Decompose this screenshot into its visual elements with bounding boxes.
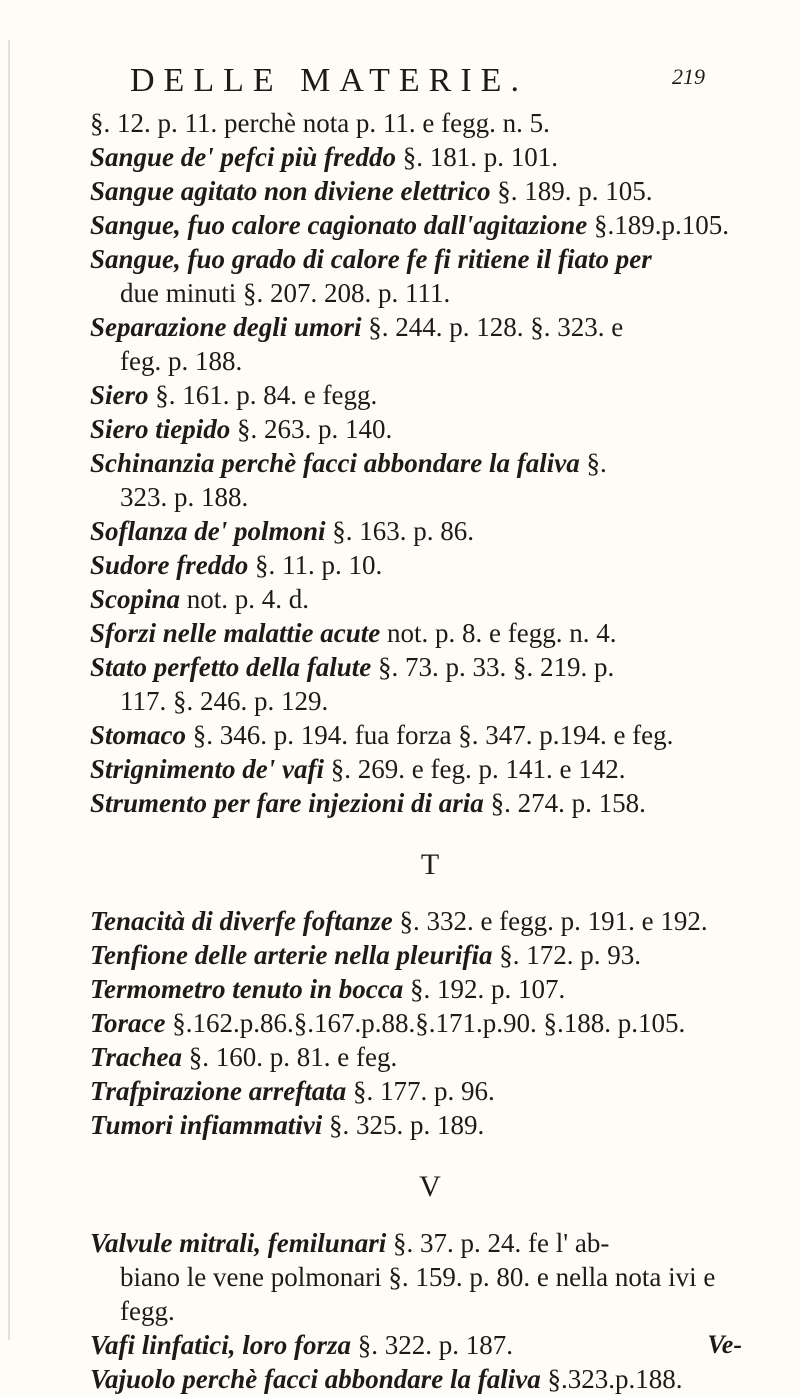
- entry-reference: §. 274. p. 158.: [483, 788, 646, 818]
- section-letter-t: T: [420, 848, 440, 881]
- entry-reference: §. 12. p. 11. perchè nota p. 11. e fegg. n. 5.: [90, 108, 550, 138]
- entry-reference: §. 346. p. 194. fua forza §. 347. p.194. e feg.: [186, 720, 674, 750]
- entry-reference: §. 73. p. 33. §. 219. p.: [371, 652, 615, 682]
- index-entry: [90, 650, 770, 718]
- entry-heading: Stato perfetto della falute: [90, 652, 372, 682]
- entry-heading: Sangue, fuo grado di calore fe fi ritiene il fiato per: [90, 244, 652, 274]
- entry-reference: §. 192. p. 107.: [403, 974, 566, 1004]
- index-entry: [90, 208, 770, 242]
- entry-reference: §. 161. p. 84. e fegg.: [148, 380, 378, 410]
- entry-reference: §. 332. e fegg. p. 191. e 192.: [392, 906, 708, 936]
- entry-heading: Sudore freddo: [90, 550, 249, 580]
- entry-reference: §.: [579, 448, 607, 478]
- entry-reference: §.189.p.105.: [587, 210, 730, 240]
- entry-heading: Trachea: [90, 1042, 182, 1072]
- page-number: 219: [672, 64, 705, 89]
- entry-heading: Siero: [90, 380, 149, 410]
- index-entry: [90, 378, 770, 412]
- entry-heading: Termometro tenuto in bocca: [90, 974, 404, 1004]
- index-entry: [90, 106, 770, 140]
- index-entry: [90, 938, 770, 972]
- entry-reference: §. 160. p. 81. e feg.: [181, 1042, 398, 1072]
- entry-heading: Strignimento de' vafi: [90, 754, 325, 784]
- index-entry: [90, 174, 770, 208]
- entry-reference: §. 37. p. 24. fe l' ab-: [386, 1228, 610, 1258]
- page-edge-shadow: [8, 40, 10, 1340]
- entries-group-t: [90, 904, 770, 1142]
- entry-reference: §. 172. p. 93.: [492, 940, 641, 970]
- entry-heading: Tenfione delle arterie nella pleurifia: [90, 940, 493, 970]
- entry-continuation: 323. p. 188.: [120, 482, 249, 512]
- index-entry: [90, 582, 770, 616]
- entry-heading: Sangue, fuo calore cagionato dall'agitazione: [90, 210, 588, 240]
- index-entry: [90, 140, 770, 174]
- index-entry: [90, 718, 770, 752]
- entry-reference: §. 177. p. 96.: [346, 1076, 495, 1106]
- entry-reference: §. 322. p. 187.: [351, 1330, 514, 1360]
- entry-heading: Scopina: [90, 584, 181, 614]
- index-entry: [90, 1074, 770, 1108]
- entry-reference: §.162.p.86.§.167.p.88.§.171.p.90. §.188. p.105.: [165, 1008, 686, 1038]
- header-title: DELLE MATERIE.: [130, 62, 528, 99]
- entry-heading: Siero tiepido: [90, 414, 231, 444]
- index-entry: [90, 446, 770, 514]
- entries-group-s: [90, 106, 770, 820]
- running-header: [130, 62, 705, 100]
- entry-heading: Strumento per fare injezioni di aria: [90, 788, 484, 818]
- index-entry: [90, 1108, 770, 1142]
- index-entry: [90, 412, 770, 446]
- index-entry: [90, 1328, 770, 1362]
- entry-reference: §. 11. p. 10.: [248, 550, 383, 580]
- entry-heading: Sangue de' pefci più freddo: [90, 142, 396, 172]
- index-entry: [90, 752, 770, 786]
- entry-continuation: 117. §. 246. p. 129.: [120, 686, 329, 716]
- index-entry: [90, 616, 770, 650]
- index-entry: [90, 1040, 770, 1074]
- entry-reference: §.323.p.188.: [540, 1364, 683, 1394]
- index-entry: [90, 242, 770, 310]
- index-entry: [90, 1226, 770, 1328]
- entry-heading: Separazione degli umori: [90, 312, 362, 342]
- entry-heading: Stomaco: [90, 720, 187, 750]
- index-entry: [90, 786, 770, 820]
- catchword: Ve-: [707, 1330, 742, 1359]
- index-entry: [90, 904, 770, 938]
- entry-continuation: due minuti §. 207. 208. p. 111.: [120, 278, 451, 308]
- entry-reference: §. 263. p. 140.: [230, 414, 393, 444]
- index-entry: [90, 548, 770, 582]
- entry-reference: §. 189. p. 105.: [490, 176, 653, 206]
- entry-reference: §. 269. e feg. p. 141. e 142.: [324, 754, 626, 784]
- index-entries: [90, 106, 770, 1396]
- entry-reference: §. 163. p. 86.: [325, 516, 475, 546]
- entry-heading: Tumori infiammativi: [90, 1110, 323, 1140]
- entry-continuation: feg. p. 188.: [120, 346, 243, 376]
- index-entry: [90, 1006, 770, 1040]
- entries-group-v: [90, 1226, 770, 1396]
- index-entry: [90, 310, 770, 378]
- entry-heading: Soflanza de' polmoni: [90, 516, 326, 546]
- entry-reference: not. p. 8. e fegg. n. 4.: [380, 618, 617, 648]
- entry-heading: Sangue agitato non diviene elettrico: [90, 176, 491, 206]
- index-entry: [90, 1362, 770, 1396]
- entry-reference: §. 325. p. 189.: [322, 1110, 485, 1140]
- entry-reference: §. 181. p. 101.: [395, 142, 558, 172]
- entry-heading: Valvule mitrali, femilunari: [90, 1228, 387, 1258]
- entry-heading: Vajuolo perchè facci abbondare la faliva: [90, 1364, 541, 1394]
- entry-continuation: biano le vene polmonari §. 159. p. 80. e nella nota ivi e fegg.: [120, 1262, 716, 1326]
- entry-heading: Sforzi nelle malattie acute: [90, 618, 381, 648]
- index-entry: [90, 514, 770, 548]
- entry-heading: Trafpirazione arreftata: [90, 1076, 347, 1106]
- index-entry: [90, 972, 770, 1006]
- entry-reference: not. p. 4. d.: [180, 584, 310, 614]
- entry-heading: Torace: [90, 1008, 166, 1038]
- entry-heading: Vafi linfatici, loro forza: [90, 1330, 352, 1360]
- entry-heading: Schinanzia perchè facci abbondare la faliva: [90, 448, 580, 478]
- section-letter-v: V: [419, 1170, 441, 1203]
- entry-heading: Tenacità di diverfe foftanze: [90, 906, 393, 936]
- entry-reference: §. 244. p. 128. §. 323. e: [361, 312, 624, 342]
